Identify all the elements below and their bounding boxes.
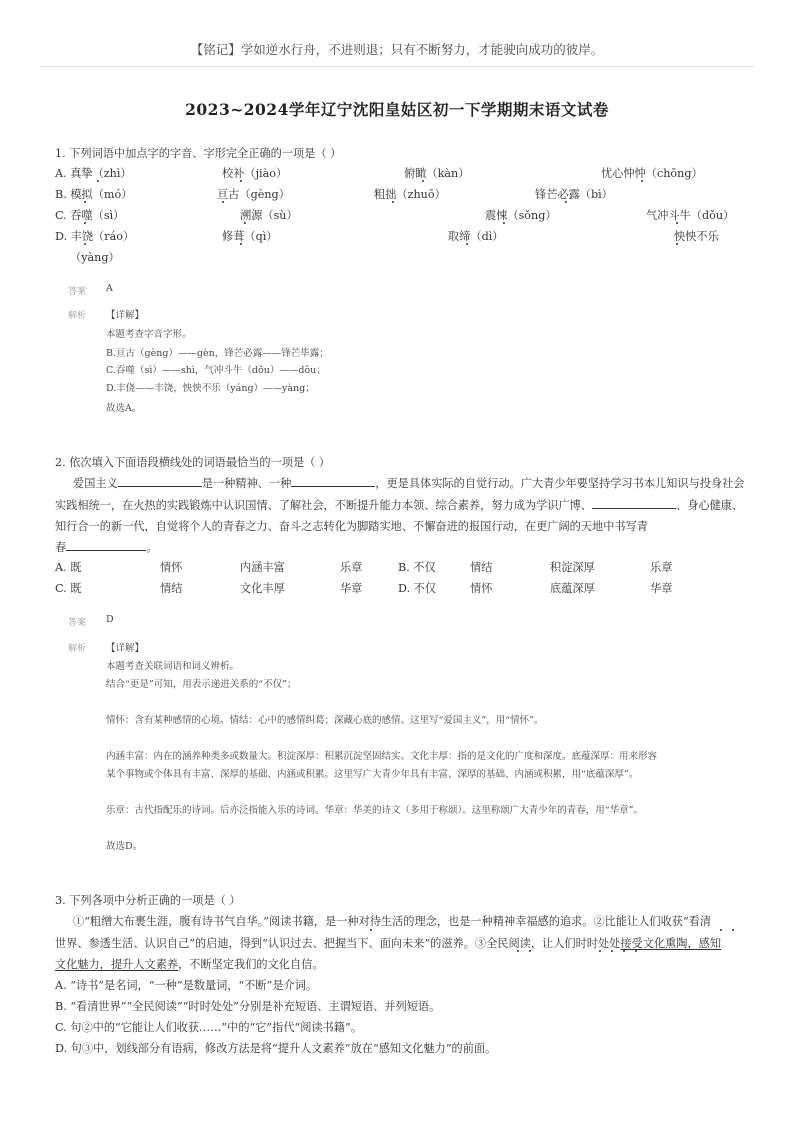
q2-option-cell: 情怀 — [470, 582, 493, 595]
q3-passage-line3 — [55, 956, 324, 972]
q3-passage-text: 世界、参透生活、认识自己”的启迪，得到“认识过去、把握当下、面向未来”的滋养。③全民阅读，让人们时时处处 — [55, 937, 621, 950]
q3-option-c: C. 句②中的“它能让人们收获……”中的“它”指代“阅读书籍”。 — [55, 1021, 362, 1034]
q1-option-b-1: B. 模拟（mó） — [55, 188, 133, 201]
answer-label: 答案 — [68, 618, 87, 628]
q3-underlined-phrase: 接受文化熏陶，感知 — [620, 937, 722, 950]
emphasis-dot — [240, 180, 242, 182]
q2-option-cell: 情结 — [470, 561, 493, 574]
q3-passage-text: ，不断坚定我们的文化自信。 — [178, 958, 324, 971]
q2-passage-text: 。 — [146, 541, 158, 554]
q2-passage-text: 、身心健康、 — [676, 499, 744, 512]
emphasis-dot — [676, 222, 678, 224]
q2-option-b: B. 不仅 — [398, 561, 436, 574]
q1-option-a-3: 俯瞰（kàn） — [404, 167, 470, 180]
answer-blank — [118, 476, 202, 487]
answer-blank — [291, 476, 375, 487]
emphasis-dot — [84, 243, 86, 245]
header-divider — [40, 66, 754, 67]
q1-analysis-line: 【详解】 — [106, 310, 145, 321]
answer-blank — [66, 540, 146, 551]
q1-option-c-4: 气冲斗牛（dǒu） — [646, 209, 735, 222]
q2-answer-value: D — [106, 614, 114, 625]
emphasis-dot — [84, 222, 86, 224]
q2-option-cell: 情结 — [160, 582, 183, 595]
q2-analysis-line: 【详解】 — [106, 643, 145, 654]
q1-analysis-line: D.丰侥——丰饶，怏怏不乐（yáng）——yàng； — [106, 383, 315, 394]
q1-analysis-line: C.吞噬（sì）——shì，气冲斗牛（dǒu）——dǒu； — [106, 365, 326, 376]
emphasis-dot — [392, 201, 394, 203]
q2-passage-line1 — [73, 475, 744, 491]
q2-passage-line2 — [55, 497, 743, 513]
q1-option-b-2: 亘古（gèng） — [217, 188, 290, 201]
q2-analysis-line: 故选D。 — [106, 841, 143, 852]
emphasis-dot — [244, 222, 246, 224]
q1-option-b-3: 粗拙（zhuō） — [374, 188, 446, 201]
emphasis-dot — [370, 929, 372, 931]
q1-answer-value: A — [106, 283, 113, 294]
emphasis-dot — [732, 929, 734, 931]
emphasis-dot — [611, 950, 613, 952]
page-title: 2023~2024学年辽宁沈阳皇姑区初一下学期期末语文试卷 — [185, 100, 609, 119]
q2-option-a: A. 既 — [55, 561, 82, 574]
emphasis-dot — [84, 201, 86, 203]
q3-passage-line1: ①“粗缯大布裹生涯，腹有诗书气自华。”阅读书籍，是一种对待生活的理念，也是一种精神幸福感的追求。②比能让人们收获“看清 — [73, 915, 712, 928]
emphasis-dot — [641, 180, 643, 182]
q1-option-d-1: D. 丰饶（ráo） — [55, 230, 135, 243]
emphasis-dot — [529, 950, 531, 952]
emphasis-dot — [97, 180, 99, 182]
emphasis-dot — [517, 950, 519, 952]
q1-option-c-1: C. 吞噬（sì） — [55, 209, 125, 222]
q1-option-d-2: 修葺（qì） — [222, 230, 278, 243]
emphasis-dot — [599, 950, 601, 952]
q2-option-cell: 内涵丰富 — [240, 561, 285, 574]
emphasis-dot — [720, 929, 722, 931]
q2-passage-text: 爱国主义 — [73, 477, 118, 490]
q2-option-cell: 华章 — [340, 582, 363, 595]
q3-passage-line2 — [55, 935, 721, 951]
answer-label: 答案 — [68, 287, 87, 297]
q1-option-d-3: 取缔（dì） — [448, 230, 504, 243]
q1-option-b-4: 锋芒必露（bì） — [535, 188, 613, 201]
q2-passage-line3: 知行合一的新一代，自觉将个人的青春之力、奋斗之志转化为脚踏实地、不懈奋进的报国行动，在更广阔的天地中书写青 — [55, 520, 648, 533]
emphasis-dot — [676, 243, 678, 245]
q1-option-a-1: A. 真挚（zhì） — [55, 167, 132, 180]
q2-option-d: D. 不仅 — [398, 582, 437, 595]
motto: 【铭记】学如逆水行舟，不进则退；只有不断努力，才能驶向成功的彼岸。 — [190, 42, 604, 57]
q1-analysis-line: B.亘古（gèng）——gèn，锋芒必露——锋芒毕露； — [106, 348, 329, 359]
q2-option-cell: 乐章 — [340, 561, 363, 574]
q2-analysis-line: 情怀：含有某种感情的心境。情结：心中的感情纠葛；深藏心底的感情。这里写“爱国主义”，用“情怀”。 — [106, 715, 544, 726]
q1-option-d-4-pinyin: （yàng） — [70, 251, 120, 264]
q2-analysis-line: 本题考查关联词语和词义辨析。 — [106, 661, 240, 672]
q2-analysis-line: 某个事物或个体具有丰富、深厚的基础、内涵或积累。这里写广大青少年具有丰富、深厚的基础、内涵或积累，用“底蕴深厚”。 — [106, 769, 639, 780]
q3-underlined-phrase: 文化魅力，提升人文素养 — [55, 958, 179, 971]
q1-analysis-line: 故选A。 — [106, 403, 142, 414]
q3-option-b: B. “看清世界”“全民阅读”“时时处处”分别是补充短语、主谓短语、并列短语。 — [55, 1000, 441, 1013]
q2-option-cell: 积淀深厚 — [550, 561, 595, 574]
analysis-label: 解析 — [68, 311, 87, 321]
q2-passage-text: 实践相统一，在火热的实践锻炼中认识国情、了解社会，不断提升能力本领、综合素养，努力成为学识广博、 — [55, 499, 593, 512]
q2-passage-text: ，更是具体实际的自觉行动。广大青少年要坚持学习书本儿知识与投身社会 — [375, 477, 745, 490]
q2-passage-line4 — [55, 539, 157, 555]
q2-option-cell: 华章 — [650, 582, 673, 595]
q2-option-cell: 文化丰厚 — [240, 582, 285, 595]
q1-option-a-4: 忧心忡忡（chōng） — [601, 167, 703, 180]
q2-option-cell: 底蕴深厚 — [550, 582, 595, 595]
emphasis-dot — [503, 222, 505, 224]
q1-option-c-2: 溯源（sù） — [240, 209, 298, 222]
q1-option-a-2: 校补（jiào） — [222, 167, 288, 180]
q3-option-d: D. 句③中，划线部分有语病，修改方法是将“提升人文素养”放在“感知文化魅力”的前面。 — [55, 1042, 497, 1055]
q1-stem: 1. 下列词语中加点字的字音、字形完全正确的一项是（ ） — [55, 147, 342, 160]
q2-stem: 2. 依次填入下面语段横线处的词语最恰当的一项是（ ） — [55, 456, 331, 469]
q3-stem: 3. 下列各项中分析正确的一项是（ ） — [55, 894, 241, 907]
emphasis-dot — [240, 243, 242, 245]
q2-option-cell: 情怀 — [160, 561, 183, 574]
q2-passage-text: 是一种精神、一种 — [201, 477, 292, 490]
emphasis-dot — [623, 950, 625, 952]
emphasis-dot — [222, 201, 224, 203]
q2-option-cell: 乐章 — [650, 561, 673, 574]
emphasis-dot — [422, 180, 424, 182]
q2-analysis-line: 内涵丰富：内在的涵养种类多或数量大。积淀深厚：积累沉淀坚固结实。文化丰厚：指的是文化的广度和深度。底蕴深厚：用来形容 — [106, 751, 658, 762]
emphasis-dot — [565, 201, 567, 203]
analysis-label: 解析 — [68, 644, 87, 654]
emphasis-dot — [466, 243, 468, 245]
q1-option-c-3: 震悚（sǒng） — [485, 209, 557, 222]
q2-analysis-line: 结合“更是”可知，用表示递进关系的“不仅”； — [106, 679, 297, 690]
q2-option-c: C. 既 — [55, 582, 82, 595]
q1-analysis-line: 本题考查字音字形。 — [106, 329, 192, 340]
q2-analysis-line: 乐章：古代指配乐的诗词。后亦泛指能入乐的诗词。华章：华美的诗文（多用于称颂）。这里称颂广大青少年的青春，用“华章”。 — [106, 805, 643, 816]
answer-blank — [592, 498, 676, 509]
q1-option-d-4: 怏怏不乐 — [674, 230, 719, 243]
q2-passage-text: 春 — [55, 541, 67, 554]
q3-option-a: A. “诗书”是名词，“一种”是数量词，“不断”是介词。 — [55, 979, 318, 992]
emphasis-dot — [635, 950, 637, 952]
